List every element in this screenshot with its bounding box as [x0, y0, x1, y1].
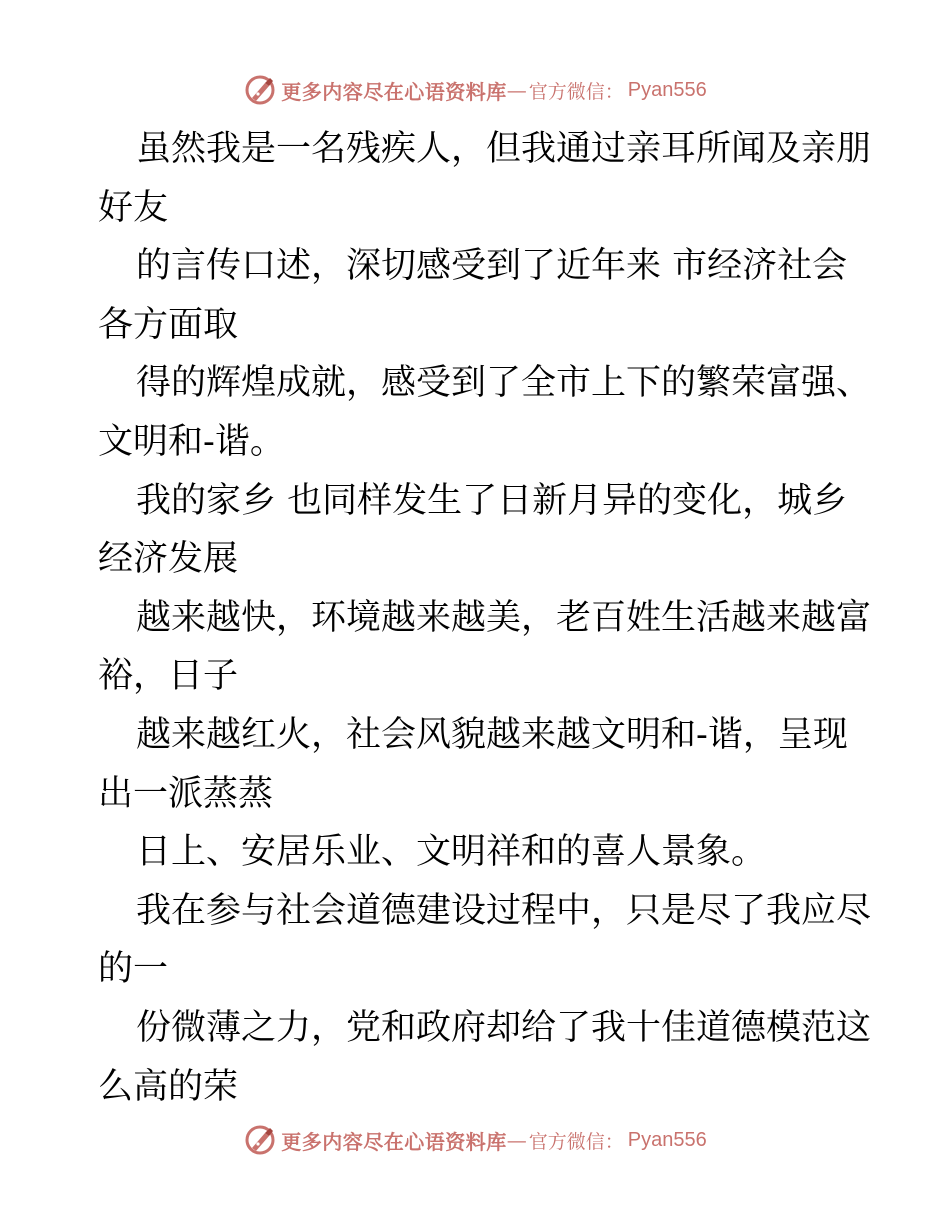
text-line: 虽然我是一名残疾人，但我通过亲耳所闻及亲朋 — [136, 129, 872, 169]
text-line: 份微薄之力，党和政府却给了我十佳道德模范这 — [136, 1007, 872, 1048]
text-line: 得的辉煌成就，感受到了全市上下的繁荣富强、 — [136, 363, 872, 404]
banner-site-name: 更多内容尽在心语资料库 — [281, 1129, 507, 1154]
text-line: 我在参与社会道德建设过程中，只是尽了我应尽 — [136, 890, 872, 931]
text-line: 各方面取 — [98, 304, 239, 345]
text-line: 越来越快，环境越来越美，老百姓生活越来越富 — [136, 597, 872, 638]
header-banner — [0, 70, 950, 110]
text-line: 裕，日子 — [98, 656, 239, 697]
banner-wechat-id: Pyan556 — [627, 1128, 707, 1151]
banner-wechat-id: Pyan556 — [627, 78, 707, 101]
text-line: 么高的荣 — [98, 1066, 239, 1107]
banner-wechat-label: 官方微信： — [528, 80, 624, 103]
text-line: 越来越红火，社会风貌越来越文明和-谐，呈现 — [136, 714, 848, 755]
text-line: 我的家乡 也同样发生了日新月异的变化，城乡 — [136, 480, 848, 521]
text-line: 好友 — [98, 187, 169, 228]
banner-wechat-label: 官方微信： — [528, 1130, 624, 1153]
banner-separator: — — [506, 1128, 527, 1152]
document-body — [98, 120, 872, 1116]
text-line: 出一派蒸蒸 — [98, 773, 274, 814]
text-line: 日上、安居乐业、文明祥和的喜人景象。 — [136, 832, 767, 873]
text-line: 的一 — [98, 949, 169, 990]
banner-site-name: 更多内容尽在心语资料库 — [281, 79, 507, 104]
text-line: 的言传口述，深切感受到了近年来 市经济社会 — [136, 246, 848, 287]
banner-separator: — — [506, 78, 527, 102]
pen-nib-logo-icon — [243, 1123, 277, 1157]
text-line: 经济发展 — [98, 539, 239, 580]
footer-banner — [0, 1120, 950, 1160]
pen-nib-logo-icon — [243, 73, 277, 107]
text-line: 文明和-谐。 — [98, 421, 285, 462]
